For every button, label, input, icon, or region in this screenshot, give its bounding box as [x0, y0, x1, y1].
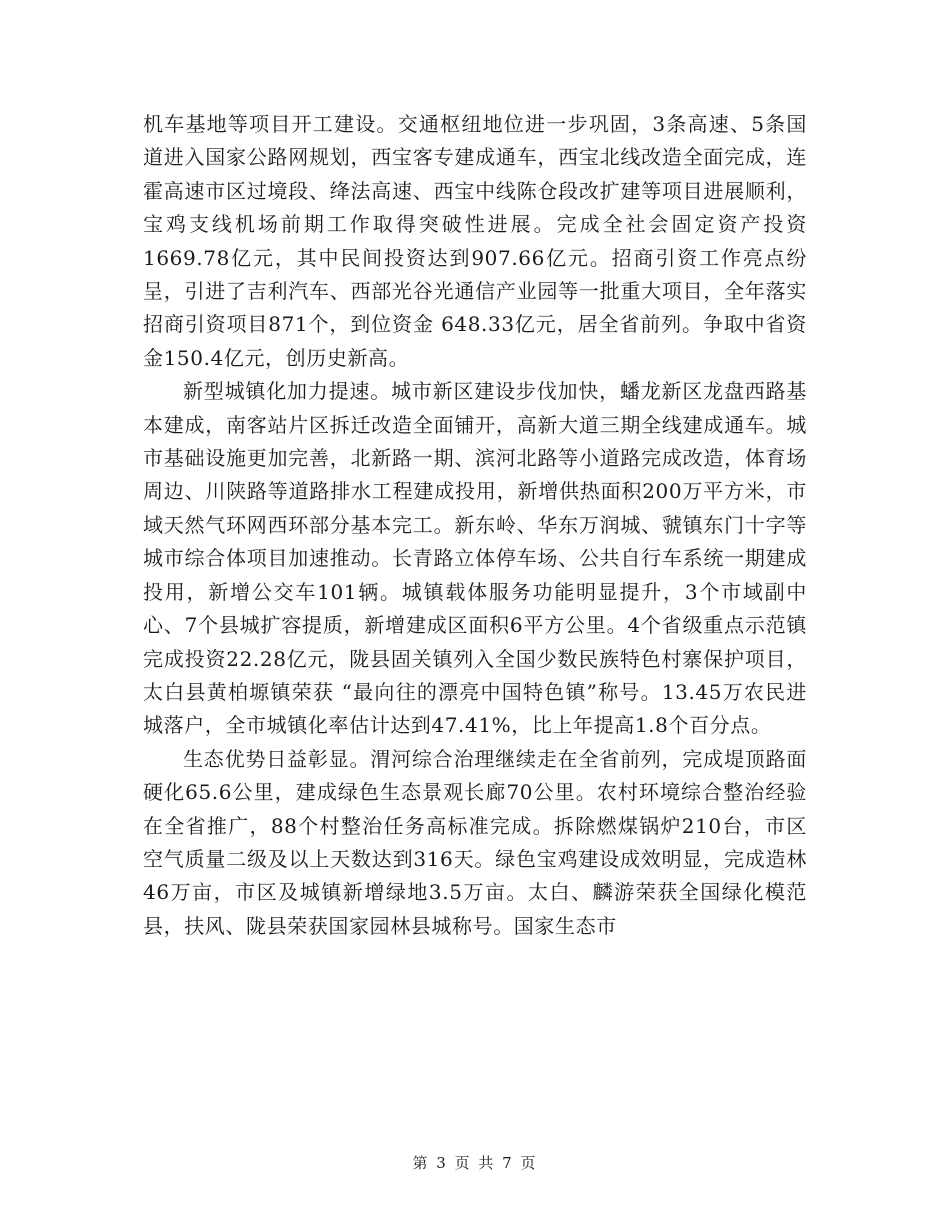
- paragraph-ecology: 生态优势日益彰显。渭河综合治理继续走在全省前列，完成堤顶路面硬化65.6公里，建成绿色生态景观长廊70公里。农村环境综合整治经验在全省推广，88个村整治任务高标准完成。拆除燃煤锅炉210台，市区空气质量二级及以上天数达到316天。绿色宝鸡建设成效明显，完成造林46万亩，市区及城镇新增绿地3.5万亩。太白、麟游荣获全国绿化模范县，扶风、陇县荣获国家园林县城称号。国家生态市: [143, 746, 807, 938]
- page-number-footer: 第 3 页 共 7 页: [412, 1154, 538, 1172]
- paragraph-continued-transport-investment: 机车基地等项目开工建设。交通枢纽地位进一步巩固，3条高速、5条国道进入国家公路网规划，西宝客专建成通车，西宝北线改造全面完成，连霍高速市区过境段、绛法高速、西宝中线陈仓段改扩建等项目进展顺利，宝鸡支线机场前期工作取得突破性进展。完成全社会固定资产投资1669.78亿元，其中民间投资达到907.66亿元。招商引资工作亮点纷呈，引进了吉利汽车、西部光谷光通信产业园等一批重大项目，全年落实招商引资项目871个，到位资金 648.33亿元，居全省前列。争取中省资金150.4亿元，创历史新高。: [143, 112, 807, 370]
- paragraph-urbanization: 新型城镇化加力提速。城市新区建设步伐加快，蟠龙新区龙盘西路基本建成，南客站片区拆迁改造全面铺开，高新大道三期全线建成通车。城市基础设施更加完善，北新路一期、滨河北路等小道路完成改造，体育场周边、川陕路等道路排水工程建成投用，新增供热面积200万平方米，市域天然气环网西环部分基本完工。新东岭、华东万润城、虢镇东门十字等城市综合体项目加速推动。长青路立体停车场、公共自行车系统一期建成投用，新增公交车101辆。城镇载体服务功能明显提升，3个市域副中心、7个县城扩容提质，新增建成区面积6平方公里。4个省级重点示范镇完成投资22.28亿元，陇县固关镇列入全国少数民族特色村寨保护项目，太白县黄柏塬镇荣获 “最向往的漂亮中国特色镇”称号。13.45万农民进城落户，全市城镇化率估计达到47.41%，比上年提高1.8个百分点。: [143, 379, 807, 738]
- document-body: [143, 108, 807, 943]
